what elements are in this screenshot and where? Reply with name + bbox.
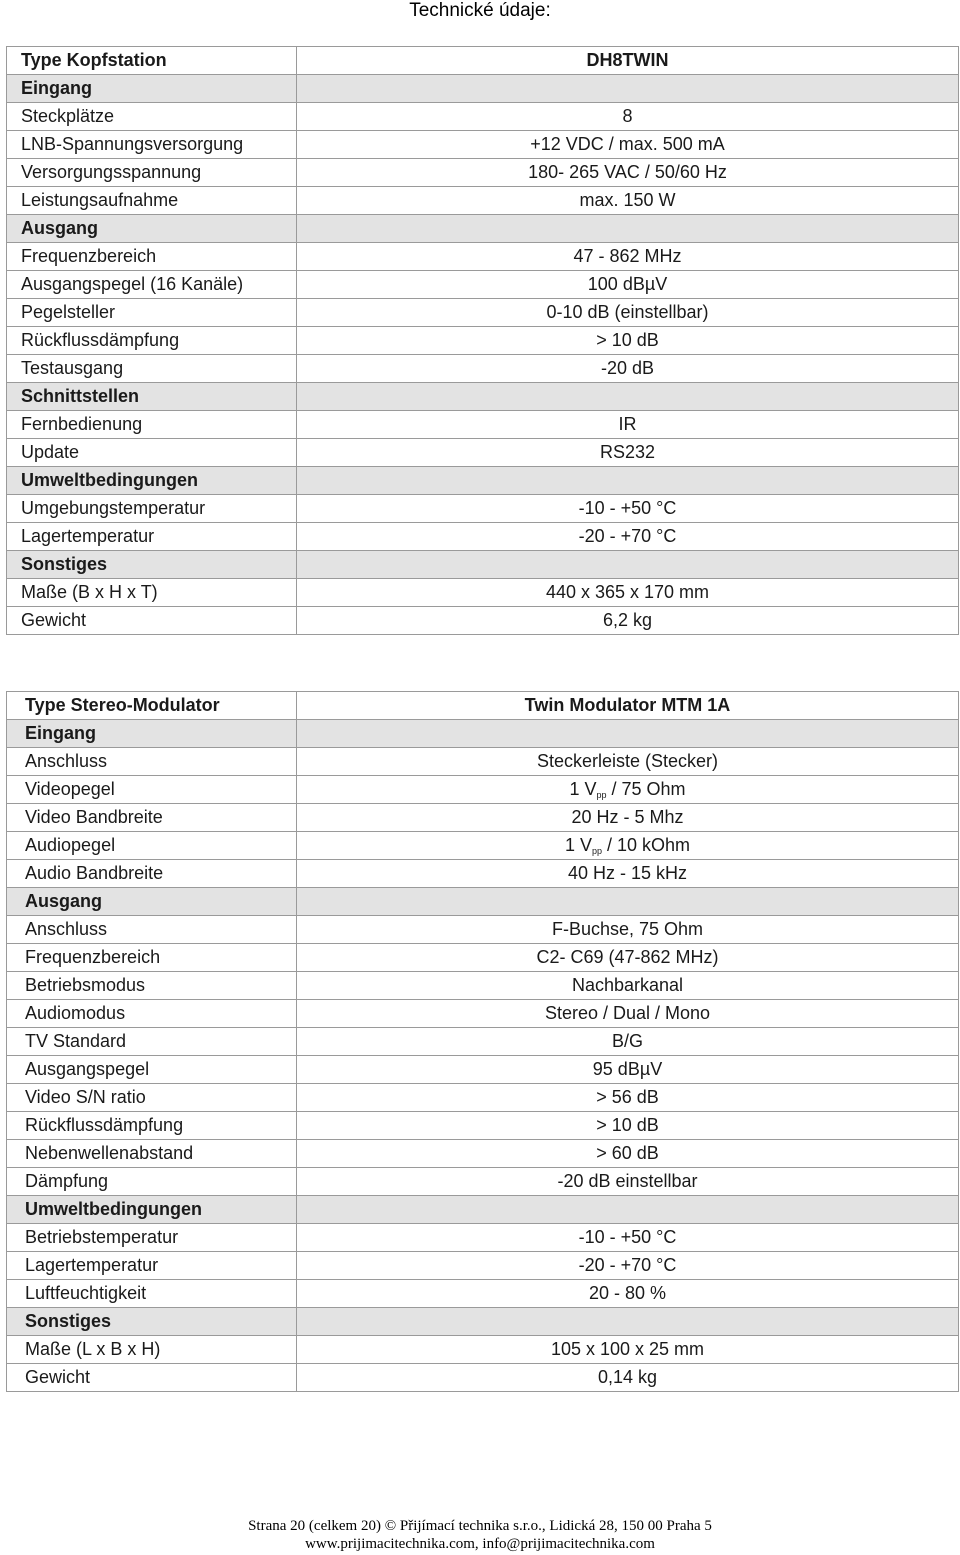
row-label: Frequenzbereich (7, 944, 297, 972)
header-value: DH8TWIN (297, 47, 959, 75)
row-value: -10 - +50 °C (297, 495, 959, 523)
header-value: Twin Modulator MTM 1A (297, 692, 959, 720)
table-row (7, 1336, 959, 1364)
table-row (7, 944, 959, 972)
section-label: Eingang (7, 720, 297, 748)
row-label: Leistungsaufnahme (7, 187, 297, 215)
section-header-row (7, 1196, 959, 1224)
row-value: B/G (297, 1028, 959, 1056)
table-header-row (7, 47, 959, 75)
section-header-row (7, 383, 959, 411)
row-value: 440 x 365 x 170 mm (297, 579, 959, 607)
value-rest: / 10 kOhm (602, 835, 691, 855)
row-value: -20 - +70 °C (297, 523, 959, 551)
table-row (7, 1364, 959, 1392)
row-value (297, 215, 959, 243)
row-label: Rückflussdämpfung (7, 1112, 297, 1140)
row-value: > 10 dB (297, 327, 959, 355)
row-value: -10 - +50 °C (297, 1224, 959, 1252)
row-value: Steckerleiste (Stecker) (297, 748, 959, 776)
row-label: Video Bandbreite (7, 804, 297, 832)
table-row (7, 748, 959, 776)
row-label: Maße (B x H x T) (7, 579, 297, 607)
spec-table-stereo-modulator (6, 691, 959, 1392)
row-value: 47 - 862 MHz (297, 243, 959, 271)
value-rest: / 75 Ohm (606, 779, 686, 799)
row-value: F-Buchse, 75 Ohm (297, 916, 959, 944)
value-main: 1 V (569, 779, 597, 799)
table-row (7, 832, 959, 860)
section-label: Sonstiges (7, 551, 297, 579)
row-value: Stereo / Dual / Mono (297, 1000, 959, 1028)
row-value: C2- C69 (47-862 MHz) (297, 944, 959, 972)
table-row (7, 1084, 959, 1112)
table-row (7, 1056, 959, 1084)
table-row (7, 187, 959, 215)
section-label: Sonstiges (7, 1308, 297, 1336)
row-value: 105 x 100 x 25 mm (297, 1336, 959, 1364)
row-label: Audiomodus (7, 1000, 297, 1028)
page-title: Technické údaje: (409, 0, 551, 21)
row-label: TV Standard (7, 1028, 297, 1056)
row-value: RS232 (297, 439, 959, 467)
table-row (7, 355, 959, 383)
row-label: Audiopegel (7, 832, 297, 860)
footer-address: Strana 20 (celkem 20) © Přijímací technika s.r.o., Lidická 28, 150 00 Praha 5 (248, 1518, 712, 1534)
row-value: max. 150 W (297, 187, 959, 215)
row-label: Update (7, 439, 297, 467)
row-value: > 10 dB (297, 1112, 959, 1140)
table-row (7, 1168, 959, 1196)
row-label: Video S/N ratio (7, 1084, 297, 1112)
table-row (7, 411, 959, 439)
row-label: Lagertemperatur (7, 523, 297, 551)
row-label: Maße (L x B x H) (7, 1336, 297, 1364)
header-label: Type Stereo-Modulator (7, 692, 297, 720)
row-label: Steckplätze (7, 103, 297, 131)
row-value (297, 75, 959, 103)
row-label: Testausgang (7, 355, 297, 383)
row-value (297, 1196, 959, 1224)
table-row (7, 607, 959, 635)
table-row (7, 1112, 959, 1140)
row-value (297, 776, 959, 804)
row-value: 0,14 kg (297, 1364, 959, 1392)
table-row (7, 271, 959, 299)
row-label: Ausgangspegel (16 Kanäle) (7, 271, 297, 299)
value-subscript: pp (596, 790, 607, 800)
table-row (7, 243, 959, 271)
spec-table-kopfstation (6, 46, 959, 635)
row-value: -20 dB einstellbar (297, 1168, 959, 1196)
row-label: Luftfeuchtigkeit (7, 1280, 297, 1308)
row-label: Videopegel (7, 776, 297, 804)
row-label: Ausgangspegel (7, 1056, 297, 1084)
row-value (297, 551, 959, 579)
table-row (7, 159, 959, 187)
row-label: Lagertemperatur (7, 1252, 297, 1280)
section-header-row (7, 75, 959, 103)
table-row (7, 103, 959, 131)
row-label: Nebenwellenabstand (7, 1140, 297, 1168)
row-label: Umgebungstemperatur (7, 495, 297, 523)
table-row (7, 439, 959, 467)
row-value (297, 467, 959, 495)
row-value: Nachbarkanal (297, 972, 959, 1000)
table-row (7, 804, 959, 832)
row-value (297, 383, 959, 411)
section-header-row (7, 215, 959, 243)
header-label: Type Kopfstation (7, 47, 297, 75)
table-row (7, 327, 959, 355)
row-label: Betriebstemperatur (7, 1224, 297, 1252)
section-label: Ausgang (7, 888, 297, 916)
table-row (7, 776, 959, 804)
row-value: IR (297, 411, 959, 439)
row-label: Anschluss (7, 916, 297, 944)
section-header-row (7, 1308, 959, 1336)
row-value: +12 VDC / max. 500 mA (297, 131, 959, 159)
row-value (297, 832, 959, 860)
table-row (7, 1280, 959, 1308)
table-row (7, 579, 959, 607)
table-row (7, 299, 959, 327)
section-header-row (7, 888, 959, 916)
row-value: 20 - 80 % (297, 1280, 959, 1308)
row-label: Dämpfung (7, 1168, 297, 1196)
row-value: 0-10 dB (einstellbar) (297, 299, 959, 327)
section-header-row (7, 467, 959, 495)
row-value (297, 720, 959, 748)
section-label: Eingang (7, 75, 297, 103)
row-value: 6,2 kg (297, 607, 959, 635)
row-value: 100 dBµV (297, 271, 959, 299)
table-row (7, 1000, 959, 1028)
row-value: > 56 dB (297, 1084, 959, 1112)
footer-contact: www.prijimacitechnika.com, info@prijimacitechnika.com (305, 1536, 655, 1552)
row-value: 95 dBµV (297, 1056, 959, 1084)
section-label: Umweltbedingungen (7, 1196, 297, 1224)
table-row (7, 1224, 959, 1252)
table-row (7, 916, 959, 944)
section-header-row (7, 551, 959, 579)
row-label: Pegelsteller (7, 299, 297, 327)
row-value: 8 (297, 103, 959, 131)
row-label: Versorgungsspannung (7, 159, 297, 187)
table-row (7, 1028, 959, 1056)
row-value: 40 Hz - 15 kHz (297, 860, 959, 888)
row-label: Gewicht (7, 607, 297, 635)
section-label: Umweltbedingungen (7, 467, 297, 495)
table-row (7, 523, 959, 551)
row-value: 20 Hz - 5 Mhz (297, 804, 959, 832)
row-value (297, 1308, 959, 1336)
table-row (7, 495, 959, 523)
row-value: -20 - +70 °C (297, 1252, 959, 1280)
row-label: Rückflussdämpfung (7, 327, 297, 355)
section-label: Schnittstellen (7, 383, 297, 411)
table-row (7, 131, 959, 159)
spec-table-body (7, 47, 959, 635)
row-label: Gewicht (7, 1364, 297, 1392)
row-label: Audio Bandbreite (7, 860, 297, 888)
row-value (297, 888, 959, 916)
row-label: Anschluss (7, 748, 297, 776)
row-value: > 60 dB (297, 1140, 959, 1168)
value-subscript: pp (591, 846, 602, 856)
table-row (7, 1140, 959, 1168)
row-value: -20 dB (297, 355, 959, 383)
row-label: Betriebsmodus (7, 972, 297, 1000)
value-main: 1 V (564, 835, 592, 855)
table-row (7, 1252, 959, 1280)
table-header-row (7, 692, 959, 720)
section-header-row (7, 720, 959, 748)
row-label: LNB-Spannungsversorgung (7, 131, 297, 159)
row-label: Fernbedienung (7, 411, 297, 439)
table-row (7, 860, 959, 888)
section-label: Ausgang (7, 215, 297, 243)
row-label: Frequenzbereich (7, 243, 297, 271)
table-row (7, 972, 959, 1000)
spec-table-body (7, 692, 959, 1392)
row-value: 180- 265 VAC / 50/60 Hz (297, 159, 959, 187)
